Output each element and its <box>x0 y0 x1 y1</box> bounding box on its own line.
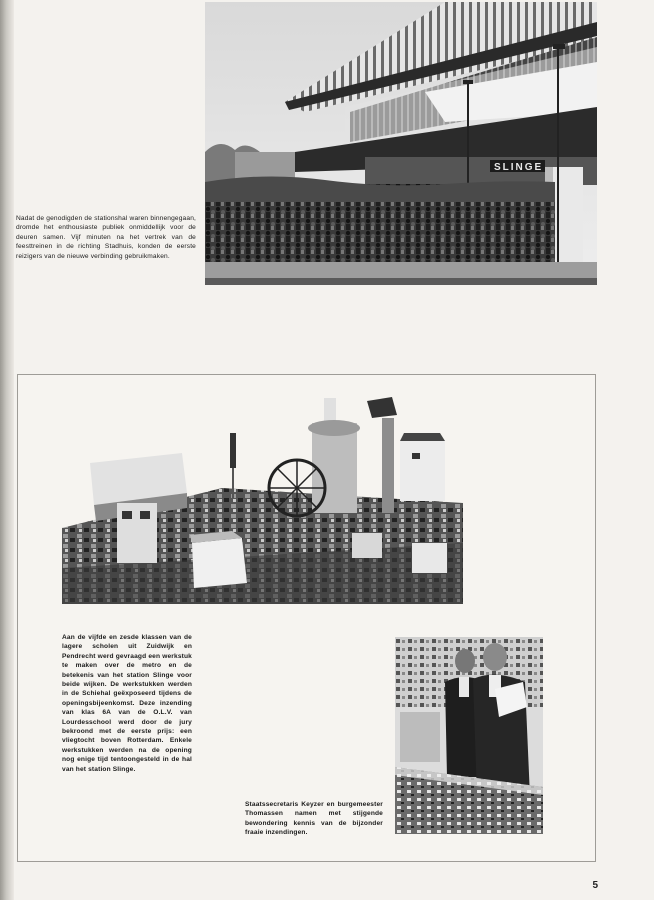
officials-photo <box>395 637 543 834</box>
caption-station-crowd: Nadat de genodigden de stationshal waren binnengegaan, dromde het enthousiaste publiek onmiddellijk voor de deuren samen. Vijf minuten na het vertrek van de feesttreinen in de richting Stadhuis, konden de eerste reizigers van de nieuwe verbinding gebruikmaken. <box>16 215 196 260</box>
station-crowd-photo <box>205 2 597 285</box>
station-sign-text: SLINGE <box>494 162 544 173</box>
school-model-photo <box>62 393 463 604</box>
caption-officials: Staatssecretaris Keyzer en burgemeester Thomassen namen met stijgende bewondering kennis van de bijzonder fraaie inzendingen. <box>245 801 383 837</box>
page-number: 5 <box>592 880 598 891</box>
page-binding-shadow <box>0 0 14 900</box>
caption-school-entries: Aan de vijfde en zesde klassen van de lagere scholen uit Zuidwijk en Pendrecht werd gevraagd een werkstuk te maken over de metro en de betekenis van het station Slinge voor beide wijken. De werkstukken werden in de Schiehal geëxposeerd tijdens de openingsbijeenkomst. Deze inzending van klas 6A van de O.L.V. van Lourdesschool werd door de jury bekroond met de eerste prijs: een vliegtocht boven Rotterdam. Enkele werkstukken werden na de opening nog enige tijd tentoongesteld in de hal van het station Slinge. <box>62 634 192 773</box>
